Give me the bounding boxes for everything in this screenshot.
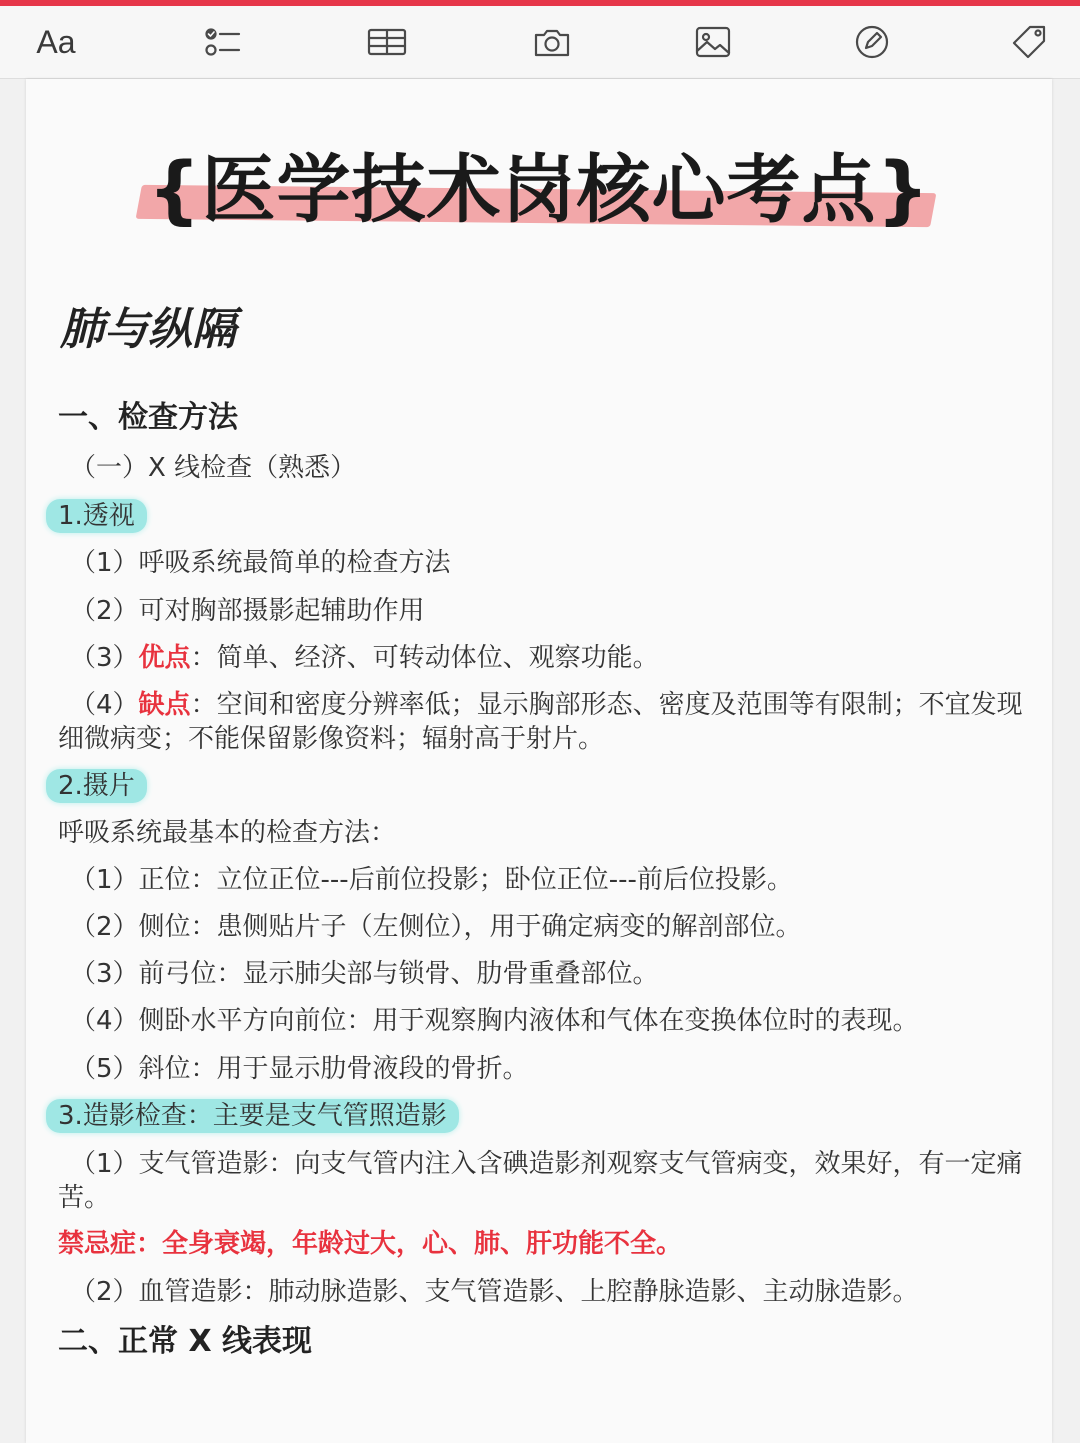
list-number: （3）: [70, 643, 139, 673]
section-heading-1: 一、检查方法: [58, 400, 238, 435]
disadvantages-text: ：空间和密度分辨率低；显示胸部形态、密度及范围等有限制；不宜发现细微病变；不能保留影像资料；辐射高于射片。: [58, 690, 1023, 754]
checklist-icon: [201, 21, 243, 63]
camera-button[interactable]: [528, 20, 576, 64]
page-title: {医学技术岗核心考点}: [147, 147, 931, 233]
list-item: （2）可对胸部摄影起辅助作用: [70, 596, 425, 626]
list-item: （1）呼吸系统最简单的检查方法: [70, 548, 451, 578]
disadvantages-label: 缺点: [138, 690, 191, 720]
table-icon: [366, 21, 408, 63]
subsection-heading: （一）X 线检查（熟悉）: [70, 453, 357, 483]
font-format-label: Aa: [36, 23, 76, 60]
checklist-button[interactable]: [198, 20, 246, 64]
list-item-advantages: [58, 641, 659, 675]
list-item: （4）侧卧水平方向前位：用于观察胸内液体和气体在变换体位时的表现。: [70, 1006, 919, 1036]
topic-heading-3: [58, 1099, 459, 1133]
editor-toolbar: [0, 6, 1080, 79]
list-item: （1）支气管造影：向支气管内注入含碘造影剂观察支气管病变，效果好，有一定痛苦。: [58, 1149, 1023, 1213]
pen-button[interactable]: [848, 20, 896, 64]
image-button[interactable]: [689, 20, 737, 64]
advantages-text: ：简单、经济、可转动体位、观察功能。: [190, 643, 659, 673]
topic-highlight: 2.摄片: [46, 769, 147, 803]
subject-heading: 肺与纵隔: [60, 304, 236, 355]
camera-icon: [531, 21, 573, 63]
tag-button[interactable]: [1005, 20, 1053, 64]
title-block: [26, 131, 1052, 241]
table-button[interactable]: [363, 20, 411, 64]
advantages-label: 优点: [138, 643, 191, 673]
topic-highlight: 1.透视: [46, 499, 147, 533]
tag-icon: [1008, 21, 1050, 63]
paragraph: 呼吸系统最基本的检查方法：: [58, 818, 397, 848]
pen-icon: [851, 21, 893, 63]
list-item: （2）血管造影：肺动脉造影、支气管造影、上腔静脉造影、主动脉造影。: [70, 1277, 919, 1307]
section-heading-2: 二、正常 X 线表现: [58, 1324, 313, 1359]
contraindications: 禁忌症：全身衰竭，年龄过大，心、肺、肝功能不全。: [58, 1229, 683, 1259]
list-item: （1）正位：立位正位---后前位投影；卧位正位---前后位投影。: [70, 865, 793, 895]
topic-heading-2: [58, 769, 147, 803]
note-page: [26, 79, 1052, 1443]
image-icon: [692, 21, 734, 63]
list-number: （4）: [70, 690, 139, 720]
font-format-button[interactable]: [32, 20, 80, 64]
topic-heading-1: [58, 499, 147, 533]
list-item: （5）斜位：用于显示肋骨液段的骨折。: [70, 1054, 529, 1084]
list-item: （2）侧位：患侧贴片子（左侧位），用于确定病变的解剖部位。: [70, 912, 802, 942]
list-item: （3）前弓位：显示肺尖部与锁骨、肋骨重叠部位。: [70, 959, 659, 989]
list-item-disadvantages: [58, 688, 1028, 756]
topic-highlight: 3.造影检查：主要是支气管照造影: [46, 1099, 459, 1133]
